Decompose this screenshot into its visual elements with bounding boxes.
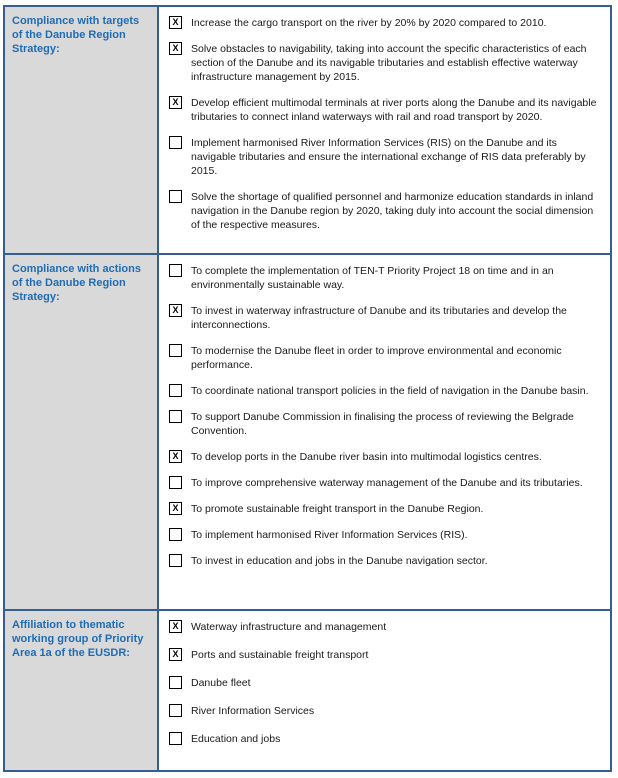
compliance-table (3, 5, 612, 772)
checklist-item-text: To implement harmonised River Information Services (RIS). (191, 529, 468, 541)
row-label: Affiliation to thematic working group of Priority Area 1a of the EUSDR: (5, 611, 159, 770)
checkbox-checked[interactable] (169, 304, 182, 317)
checklist-item (169, 450, 603, 464)
table-row (5, 7, 610, 253)
table-row (5, 609, 610, 770)
checkbox-checked[interactable] (169, 620, 182, 633)
checkbox-unchecked[interactable] (169, 704, 182, 717)
table-row (5, 253, 610, 609)
checklist-item (169, 264, 603, 292)
checkbox-unchecked[interactable] (169, 190, 182, 203)
checkbox-unchecked[interactable] (169, 264, 182, 277)
checklist-item-text: Increase the cargo transport on the river by 20% by 2020 compared to 2010. (191, 17, 547, 29)
row-label: Compliance with targets of the Danube Region Strategy: (5, 7, 159, 253)
checkbox-unchecked[interactable] (169, 528, 182, 541)
checkbox-x-mark-icon: X (172, 97, 179, 107)
checkbox-unchecked[interactable] (169, 136, 182, 149)
checklist-item (169, 620, 603, 634)
checklist-item-text: Education and jobs (191, 733, 281, 745)
checklist-item-text: To coordinate national transport policies in the field of navigation in the Danube basin. (191, 385, 589, 397)
checkbox-x-mark-icon: X (172, 503, 179, 513)
checklist-item-text: To invest in education and jobs in the Danube navigation sector. (191, 555, 488, 567)
checklist-item-text: To invest in waterway infrastructure of Danube and its tributaries and develop the interconnections. (191, 305, 567, 331)
checkbox-checked[interactable] (169, 450, 182, 463)
row-content (159, 611, 610, 770)
row-content (159, 7, 610, 253)
checklist-item (169, 502, 603, 516)
checklist-item-text: Ports and sustainable freight transport (191, 649, 369, 661)
checklist-item-text: Waterway infrastructure and management (191, 621, 387, 633)
checkbox-unchecked[interactable] (169, 384, 182, 397)
checklist-item (169, 676, 603, 690)
checklist-item-text: Solve the shortage of qualified personnel and harmonize education standards in inland navigation in the Danube region by 2020, taking duly into account the social dimension of the respective measures. (191, 191, 594, 231)
checklist-item-text: To modernise the Danube fleet in order to improve environmental and economic performance. (191, 345, 562, 371)
checkbox-unchecked[interactable] (169, 732, 182, 745)
checkbox-x-mark-icon: X (172, 17, 179, 27)
checklist-item (169, 528, 603, 542)
checkbox-x-mark-icon: X (172, 621, 179, 631)
checkbox-checked[interactable] (169, 502, 182, 515)
checklist-item-text: River Information Services (191, 705, 315, 717)
checkbox-checked[interactable] (169, 96, 182, 109)
checklist-item-text: To support Danube Commission in finalising the process of reviewing the Belgrade Convention. (191, 411, 574, 437)
checkbox-checked[interactable] (169, 648, 182, 661)
checklist-item (169, 410, 603, 438)
checklist-item-text: To complete the implementation of TEN-T Priority Project 18 on time and in an environmentally sustainable way. (191, 265, 554, 291)
checklist-item (169, 704, 603, 718)
checkbox-unchecked[interactable] (169, 344, 182, 357)
checkbox-unchecked[interactable] (169, 554, 182, 567)
checklist-item (169, 732, 603, 746)
checkbox-x-mark-icon: X (172, 305, 179, 315)
checkbox-checked[interactable] (169, 16, 182, 29)
checklist-item-text: Develop efficient multimodal terminals at river ports along the Danube and its navigable tributaries to connect inland waterways with rail and road transport by 2020. (191, 97, 597, 123)
checkbox-x-mark-icon: X (172, 649, 179, 659)
checklist-item (169, 554, 603, 568)
checkbox-x-mark-icon: X (172, 451, 179, 461)
checklist-item (169, 476, 603, 490)
checklist-item (169, 384, 603, 398)
checklist-item (169, 42, 603, 84)
checklist-item-text: Implement harmonised River Information Services (RIS) on the Danube and its navigable tributaries and ensure the international exchange of RIS data preferably by 2015. (191, 137, 586, 177)
checklist-item-text: To improve comprehensive waterway management of the Danube and its tributaries. (191, 477, 583, 489)
row-label: Compliance with actions of the Danube Region Strategy: (5, 255, 159, 609)
checklist-item (169, 96, 603, 124)
checklist-item-text: To develop ports in the Danube river basin into multimodal logistics centres. (191, 451, 542, 463)
checkbox-unchecked[interactable] (169, 676, 182, 689)
checklist-item (169, 190, 603, 232)
checkbox-unchecked[interactable] (169, 476, 182, 489)
checklist-item (169, 648, 603, 662)
checklist-item-text: To promote sustainable freight transport in the Danube Region. (191, 503, 484, 515)
checklist-item-text: Solve obstacles to navigability, taking into account the specific characteristics of each section of the Danube and its navigable tributaries and establish effective waterway infrastructure management by 2015. (191, 43, 587, 83)
row-content (159, 255, 610, 609)
checkbox-x-mark-icon: X (172, 43, 179, 53)
checklist-item (169, 304, 603, 332)
checklist-item (169, 16, 603, 30)
checkbox-checked[interactable] (169, 42, 182, 55)
checklist-item (169, 344, 603, 372)
checklist-item (169, 136, 603, 178)
checklist-item-text: Danube fleet (191, 677, 251, 689)
checkbox-unchecked[interactable] (169, 410, 182, 423)
